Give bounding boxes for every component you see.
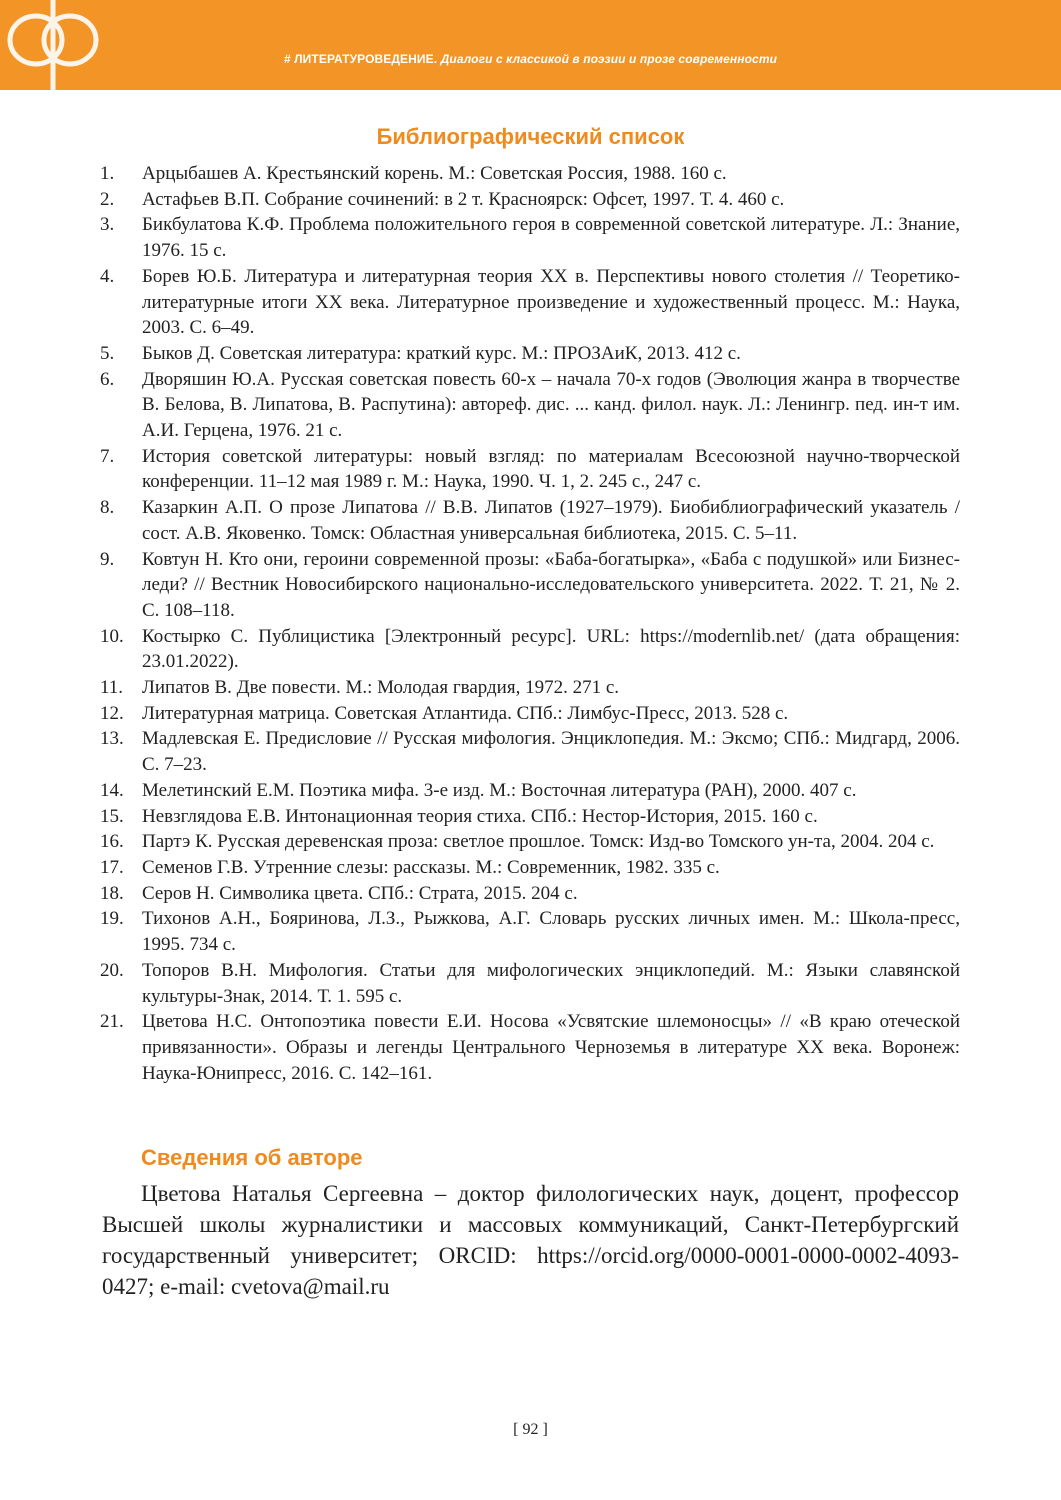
- bibliography-item-number: 5.: [100, 342, 115, 364]
- bibliography-item-number: 15.: [100, 805, 124, 827]
- bibliography-item-text: Топоров В.Н. Мифология. Статьи для мифологических энциклопедий. М.: Языки славянской культуры-Знак, 2014. Т. 1. 595 с.: [142, 959, 960, 1007]
- bibliography-item: [100, 1009, 960, 1086]
- bibliography-item: [100, 367, 960, 444]
- bibliography-item-number: 19.: [100, 908, 124, 930]
- author-info-text: Цветова Наталья Сергеевна – доктор филологических наук, доцент, профессор Высшей школы журналистики и массовых коммуникаций, Санкт-Петербургский государственный университет; ORCID: https://orcid.org/0000-0001-0000-0002-4093-0427; e-mail: cvetova@mail.ru: [102, 1181, 959, 1299]
- bibliography-item: [100, 881, 960, 907]
- bibliography-item: [100, 341, 960, 367]
- page-number: [ 92 ]: [513, 1421, 548, 1438]
- bibliography-item-text: Астафьев В.П. Собрание сочинений: в 2 т. Красноярск: Офсет, 1997. Т. 4. 460 с.: [142, 188, 785, 210]
- bibliography-item: [100, 547, 960, 624]
- double-f-logo-icon: [0, 0, 110, 90]
- bibliography-item: [100, 444, 960, 495]
- bibliography-item-text: Серов Н. Символика цвета. СПб.: Страта, 2015. 204 с.: [142, 882, 578, 904]
- bibliography-item-text: Мелетинский Е.М. Поэтика мифа. 3-е изд. М.: Восточная литература (РАН), 2000. 407 с.: [142, 779, 857, 801]
- bibliography-item-number: 17.: [100, 856, 124, 878]
- bibliography-item-text: Невзглядова Е.В. Интонационная теория стиха. СПб.: Нестор-История, 2015. 160 с.: [142, 805, 818, 827]
- bibliography-item: [100, 855, 960, 881]
- bibliography-item-number: 14.: [100, 779, 124, 801]
- page-header: [0, 0, 1061, 90]
- bibliography-item: [100, 675, 960, 701]
- bibliography-item: [100, 829, 960, 855]
- header-caption: [0, 52, 1061, 66]
- author-section-title: Сведения об авторе: [141, 1145, 363, 1170]
- bibliography-item-text: Казаркин А.П. О прозе Липатова // В.В. Липатов (1927–1979). Биобиблиографический указатель / сост. А.В. Яковенко. Томск: Областная универсальная библиотека, 2015. С. 5–11.: [142, 497, 960, 544]
- bibliography-item-number: 20.: [100, 959, 124, 981]
- header-subtitle: Диалоги с классикой в поэзии и прозе современности: [440, 52, 778, 66]
- bibliography-item-text: Борев Ю.Б. Литература и литературная теория XX в. Перспективы нового столетия // Теоретико-литературные итоги XX века. Литературное произведение и художественный процесс. М.: Наука, 2003. С. 6–49.: [142, 265, 960, 339]
- bibliography-item-number: 3.: [100, 214, 115, 236]
- bibliography-item-number: 13.: [100, 728, 124, 750]
- bibliography-item-text: Арцыбашев А. Крестьянский корень. М.: Советская Россия, 1988. 160 с.: [142, 163, 727, 184]
- bibliography-item-text: Партэ К. Русская деревенская проза: светлое прошлое. Томск: Изд-во Томского ун-та, 2004. 204 с.: [142, 831, 935, 853]
- bibliography-item-number: 6.: [100, 368, 115, 390]
- bibliography-item: [100, 161, 960, 187]
- bibliography-item-number: 16.: [100, 831, 124, 853]
- bibliography-item: [100, 187, 960, 213]
- bibliography-item-number: 21.: [100, 1011, 124, 1033]
- bibliography-item-text: Мадлевская Е. Предисловие // Русская мифология. Энциклопедия. М.: Эксмо; СПб.: Мидгард, 2006. С. 7–23.: [142, 728, 960, 776]
- bibliography-item-number: 18.: [100, 882, 124, 904]
- bibliography-item: [100, 804, 960, 830]
- bibliography-item: [100, 264, 960, 341]
- bibliography-item-text: Семенов Г.В. Утренние слезы: рассказы. М.: Современник, 1982. 335 с.: [142, 856, 720, 878]
- bibliography-item-number: 4.: [100, 265, 115, 287]
- bibliography-list: [100, 161, 960, 1086]
- bibliography-item-text: История советской литературы: новый взгляд: по материалам Всесоюзной научно-творческой конференции. 11–12 мая 1989 г. М.: Наука, 1990. Ч. 1, 2. 245 с., 247 с.: [142, 445, 960, 493]
- bibliography-item-text: Дворяшин Ю.А. Русская советская повесть 60-х – начала 70-х годов (Эволюция жанра в творчестве В. Белова, В. Липатова, В. Распутина): автореф. дис. ... канд. филол. наук. Л.: Ленингр. пед. ин-т им. А.И. Герцена, 1976. 21 с.: [142, 368, 960, 442]
- bibliography-item-number: 2.: [100, 188, 115, 210]
- bibliography-item: [100, 906, 960, 957]
- bibliography-item-text: Тихонов А.Н., Бояринова, Л.З., Рыжкова, А.Г. Словарь русских личных имен. М.: Школа-пресс, 1995. 734 с.: [142, 908, 960, 956]
- bibliography-item: [100, 778, 960, 804]
- bibliography-item-text: Ковтун Н. Кто они, героини современной прозы: «Баба-богатырка», «Баба с подушкой» или Бизнес-леди? // Вестник Новосибирского национально-исследовательского университета. 2022. Т. 21, № 2. С. 108–118.: [142, 548, 960, 621]
- bibliography-item-text: Костырко С. Публицистика [Электронный ресурс]. URL: https://modernlib.net/ (дата обращения: 23.01.2022).: [142, 625, 960, 673]
- bibliography-item-number: 10.: [100, 625, 124, 647]
- header-section: # ЛИТЕРАТУРОВЕДЕНИЕ.: [283, 52, 438, 66]
- bibliography-item: [100, 624, 960, 675]
- bibliography-item: [100, 958, 960, 1009]
- bibliography-item-number: 11.: [100, 677, 124, 699]
- bibliography-item-text: Цветова Н.С. Онтопоэтика повести Е.И. Носова «Усвятские шлемоносцы» // «В краю отеческой привязанности». Образы и легенды Центрального Черноземья в литературе XX века. Воронеж: Наука-Юнипресс, 2016. С. 142–161.: [142, 1011, 960, 1084]
- bibliography-item: [100, 701, 960, 727]
- bibliography-item-text: Бикбулатова К.Ф. Проблема положительного героя в современной советской литературе. Л.: Знание, 1976. 15 с.: [142, 214, 960, 262]
- bibliography-item-number: 12.: [100, 702, 124, 724]
- bibliography-item-text: Липатов В. Две повести. М.: Молодая гвардия, 1972. 271 с.: [142, 677, 620, 699]
- bibliography-item-number: 9.: [100, 548, 115, 570]
- bibliography-item: [100, 726, 960, 777]
- bibliography-item-text: Быков Д. Советская литература: краткий курс. М.: ПРОЗАиК, 2013. 412 с.: [142, 342, 741, 364]
- bibliography-title: Библиографический список: [376, 124, 685, 149]
- bibliography-item-number: 1.: [100, 163, 115, 184]
- bibliography-item-number: 7.: [100, 445, 115, 467]
- bibliography-item: [100, 212, 960, 263]
- bibliography-item-number: 8.: [100, 497, 115, 519]
- bibliography-item: [100, 495, 960, 546]
- bibliography-item-text: Литературная матрица. Советская Атлантида. СПб.: Лимбус-Пресс, 2013. 528 с.: [142, 702, 789, 724]
